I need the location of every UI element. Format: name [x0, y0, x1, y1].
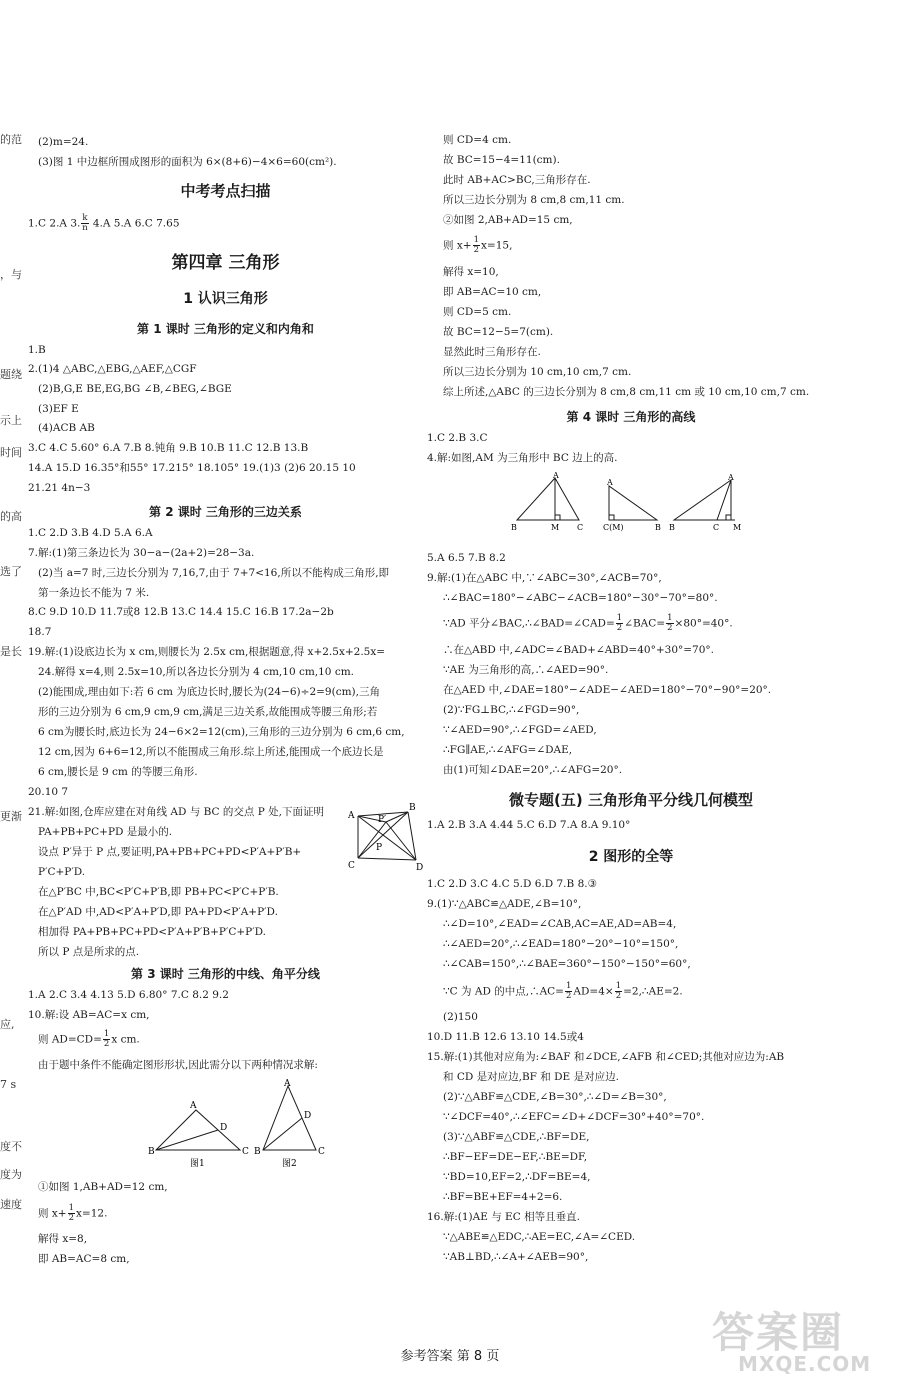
answer-line: 1.C 2.D 3.B 4.D 5.A 6.A — [28, 527, 153, 539]
edge-fragment: 时间 — [0, 446, 22, 459]
answer-line: 则 AD=CD= $\frac{1}{2}$ x cm. — [38, 1029, 140, 1049]
edge-fragment: 示上 — [0, 414, 22, 427]
fig-label: C — [242, 1147, 249, 1157]
fig-label: D — [416, 863, 424, 872]
special-topic-title: 微专题(五) 三角形角平分线几何模型 — [509, 791, 753, 809]
answer-line: 相加得 PA+PB+PC+PD<P′A+P′B+P′C+P′D. — [38, 926, 266, 938]
fig-label: P — [376, 843, 383, 853]
edge-fragment: 度不 — [0, 1140, 22, 1153]
answer-line: ∵BD=10,EF=2,∴DF=BE=4, — [443, 1171, 591, 1183]
answer-line: 故 BC=12−5=7(cm). — [443, 326, 554, 338]
answer-line: 综上所述,△ABC 的三边长分别为 8 cm,8 cm,11 cm 或 10 cm,10 cm,7 cm. — [443, 386, 810, 398]
answer-line: (4)ACB AB — [38, 422, 95, 434]
answer-line: ∴在△ABD 中,∠ADC=∠BAD+∠ABD=40°+30°=70°. — [443, 644, 714, 656]
edge-fragment: 更渐 — [0, 810, 22, 823]
answer-line: 故 BC=15−4=11(cm). — [443, 154, 560, 166]
answer-line: ∵AB⊥BD,∴∠A+∠AEB=90°, — [443, 1251, 589, 1263]
figure-altitudes — [509, 470, 829, 538]
chapter-title: 第四章 三角形 — [171, 253, 280, 273]
answer-line: 7.解:(1)第三条边长为 30−a−(2a+2)=28−3a. — [28, 547, 255, 559]
answer-line: (2)B,G,E BE,EG,BG ∠B,∠BEG,∠BGE — [38, 383, 232, 395]
answer-line: 1.A 2.C 3.4 4.13 5.D 6.80° 7.C 8.2 9.2 — [28, 989, 229, 1001]
answer-line: 解得 x=10, — [443, 266, 499, 278]
answer-line: 2.(1)4 △ABC,△EBG,△AEF,△CGF — [28, 363, 197, 375]
answer-line: 4.解:如图,AM 为三角形中 BC 边上的高. — [427, 452, 618, 464]
answer-line: 1.B — [28, 344, 46, 356]
edge-fragment: 应, — [0, 1018, 15, 1031]
fig-label: A — [728, 473, 734, 482]
answer-line: 6 cm为腰长时,底边长为 24−6×2=12(cm),三角形的三边分别为 6 cm,6 cm, — [38, 726, 405, 738]
answer-line: 此时 AB+AC>BC,三角形存在. — [443, 174, 591, 186]
fig-label: C — [577, 523, 584, 532]
answer-line: 8.C 9.D 10.D 11.7或8 12.B 13.C 14.4 15.C 16.B 17.2a−2b — [28, 606, 334, 618]
answer-line: 10.D 11.B 12.6 13.10 14.5或4 — [427, 1031, 584, 1043]
fig-label: B — [148, 1147, 155, 1157]
edge-fragment: 速度 — [0, 1198, 22, 1211]
answer-line: ∵△ABE≌△EDC,∴AE=EC,∠A=∠CED. — [443, 1231, 636, 1243]
fig-label: C — [713, 523, 720, 532]
page-footer: 参考答案 第 8 页 — [400, 1349, 500, 1364]
answer-line: 则 CD=5 cm. — [443, 306, 512, 318]
fig-label: D — [304, 1111, 312, 1121]
fig-caption: 图2 — [282, 1159, 297, 1169]
figure-triangles-1-2 — [148, 1078, 348, 1170]
answer-line: (3)EF E — [38, 403, 79, 415]
answer-line: ②如图 2,AB+AD=15 cm, — [443, 214, 573, 226]
answer-line: 即 AB=AC=10 cm, — [443, 286, 542, 298]
fig-label: C — [348, 861, 355, 871]
fig-label: A — [553, 471, 559, 480]
section-title: 2 图形的全等 — [588, 849, 674, 865]
fig-label: A — [607, 478, 613, 487]
answer-line: 所以 P 点是所求的点. — [38, 946, 140, 958]
edge-fragment: 的范 — [0, 133, 22, 146]
fig-label: M — [733, 523, 742, 532]
answer-line: ∵∠AED=90°,∴∠FGD=∠AED, — [443, 724, 597, 736]
answer-line: ∵AE 为三角形的高,∴∠AED=90°. — [443, 664, 609, 676]
answer-line: ∴∠AED=20°,∴∠EAD=180°−20°−10°=150°, — [443, 938, 679, 950]
fig-label: A — [190, 1101, 197, 1111]
fig-label: A — [348, 811, 355, 821]
fig-label: P′ — [378, 815, 387, 825]
answer-line: ∵C 为 AD 的中点,∴AC= $\frac{1}{2}$ AD=4× $\frac{1}{2}$ =2,∴AE=2. — [443, 981, 683, 1001]
answer-line: 则 x+ $\frac{1}{2}$ x=12. — [38, 1203, 108, 1223]
fig-label: C(M) — [603, 523, 624, 532]
answer-line: (2)∵FG⊥BC,∴∠FGD=90°, — [443, 704, 580, 716]
answer-line: 3.C 4.C 5.60° 6.A 7.B 8.钝角 9.B 10.B 11.C 12.B 13.B — [28, 442, 309, 454]
lesson-title: 第 2 课时 三角形的三边关系 — [149, 505, 302, 519]
answer-line: (2)能围成,理由如下:若 6 cm 为底边长时,腰长为(24−6)÷2=9(cm),三角 — [38, 686, 380, 698]
answer-line: 5.A 6.5 7.B 8.2 — [427, 552, 506, 564]
answer-line: 即 AB=AC=8 cm, — [38, 1253, 130, 1265]
watermark-url: MXQE.COM — [738, 1352, 872, 1376]
answer-line: 12 cm,因为 6+6=12,所以不能围成三角形.综上所述,能围成一个底边长是 — [38, 746, 384, 758]
lesson-title: 第 1 课时 三角形的定义和内角和 — [137, 322, 314, 336]
answer-line: 则 x+ $\frac{1}{2}$ x=15, — [443, 235, 513, 255]
answer-line: 24.解得 x=4,则 2.5x=10,所以各边长分别为 4 cm,10 cm,10 cm. — [38, 666, 355, 678]
answer-line: 形的三边分别为 6 cm,9 cm,9 cm,满足三边关系,故能围成等腰三角形;若 — [38, 706, 378, 718]
answer-line: 1.A 2.B 3.A 4.44 5.C 6.D 7.A 8.A 9.10° — [427, 819, 631, 831]
answer-line: 由于题中条件不能确定图形形状,因此需分以下两种情况求解: — [38, 1059, 318, 1071]
answer-line: PA+PB+PC+PD 是最小的. — [38, 826, 173, 838]
answer-line: 16.解:(1)AE 与 EC 相等且垂直. — [427, 1211, 580, 1223]
answer-line: 所以三边长分别为 8 cm,8 cm,11 cm. — [443, 194, 625, 206]
answer-line: 15.解:(1)其他对应角为:∠BAF 和∠DCE,∠AFB 和∠CED;其他对应边为:AB — [427, 1051, 785, 1063]
section-title: 1 认识三角形 — [183, 291, 268, 307]
lesson-title: 第 4 课时 三角形的高线 — [566, 410, 696, 424]
fig-label: B — [511, 523, 517, 532]
answer-line: ∵∠DCF=40°,∴∠EFC=∠D+∠DCF=30°+40°=70°. — [443, 1111, 705, 1123]
answer-line: ∴BF=BE+EF=4+2=6. — [443, 1191, 563, 1203]
answer-line: ∴∠BAC=180°−∠ABC−∠ACB=180°−30°−70°=80°. — [443, 592, 718, 604]
answer-line: 19.解:(1)设底边长为 x cm,则腰长为 2.5x cm,根据题意,得 x+2.5x+2.5x= — [28, 646, 386, 658]
answer-line: 由(1)可知∠DAE=20°,∴∠AFG=20°. — [443, 764, 623, 776]
fig-label: B — [254, 1147, 261, 1157]
answer-line: ①如图 1,AB+AD=12 cm, — [38, 1181, 168, 1193]
answer-line: 在△AED 中,∠DAE=180°−∠ADE−∠AED=180°−70°−90°=20°. — [443, 684, 772, 696]
fig-label: B — [655, 523, 661, 532]
lesson-title: 第 3 课时 三角形的中线、角平分线 — [131, 967, 320, 981]
edge-fragment: 的高 — [0, 510, 22, 523]
fig-label: B — [669, 523, 675, 532]
answer-line: ∴∠CAB=150°,∴∠BAE=360°−150°−150°=60°, — [443, 958, 691, 970]
answer-line: 18.7 — [28, 626, 52, 638]
answer-line: 6 cm,腰长是 9 cm 的等腰三角形. — [38, 766, 198, 778]
answer-line: 在△P′AD 中,AD<P′A+P′D,即 PA+PD<P′A+P′D. — [38, 906, 278, 918]
answer-line: 和 CD 是对应边,BF 和 DE 是对应边. — [443, 1071, 619, 1083]
answer-line: (3)∵△ABF≌△CDE,∴BF=DE, — [443, 1131, 590, 1143]
fig-label: D — [220, 1123, 228, 1133]
fig-caption: 图1 — [190, 1159, 205, 1169]
edge-fragment: 度为 — [0, 1168, 22, 1181]
answer-line: 所以三边长分别为 10 cm,10 cm,7 cm. — [443, 366, 632, 378]
heading-zhongkao: 中考考点扫描 — [180, 182, 271, 200]
answer-line: 20.10 7 — [28, 786, 69, 798]
answer-line: (2)∵△ABF≌△CDE,∠B=30°,∴∠D=∠B=30°, — [443, 1091, 667, 1103]
answer-line: 解得 x=8, — [38, 1233, 88, 1245]
answer-line: 21.解:如图,仓库应建在对角线 AD 与 BC 的交点 P 处,下面证明 — [28, 806, 324, 818]
figure-quadrilateral — [346, 800, 426, 872]
answer-line: (2)150 — [443, 1011, 478, 1023]
answer-line: P′C+P′D. — [38, 866, 86, 878]
answer-line: 显然此时三角形存在. — [443, 346, 541, 358]
answer-line: 1.C 2.A 3. $\frac{k}{n}$ 4.A 5.A 6.C 7.65 — [28, 213, 180, 233]
answer-line: ∵AD 平分∠BAC,∴∠BAD=∠CAD= $\frac{1}{2}$ ∠BAC= $\frac{1}{2}$ ×80°=40°. — [443, 613, 733, 633]
edge-fragment: ，与 — [0, 268, 22, 281]
answer-line: 第一条边长不能为 7 米. — [38, 587, 150, 599]
answer-line: 14.A 15.D 16.35°和55° 17.215° 18.105° 19.(1)3 (2)6 20.15 10 — [28, 462, 356, 474]
fig-label: M — [551, 523, 560, 532]
answer-line: 1.C 2.D 3.C 4.C 5.D 6.D 7.B 8.③ — [427, 878, 597, 890]
answer-line: 1.C 2.B 3.C — [427, 432, 488, 444]
edge-fragment: 选了 — [0, 565, 22, 578]
answer-line: 设点 P′异于 P 点,要证明,PA+PB+PC+PD<P′A+P′B+ — [38, 846, 302, 858]
fig-label: C — [318, 1147, 325, 1157]
watermark-logo: 答案圈 — [712, 1308, 845, 1357]
answer-line: 则 CD=4 cm. — [443, 134, 512, 146]
fig-label: B — [409, 803, 416, 813]
answer-line: 21.21 4n−3 — [28, 482, 91, 494]
answer-line: ∴∠D=10°,∠EAD=∠CAB,AC=AE,AD=AB=4, — [443, 918, 677, 930]
text-line: (2)m=24. — [38, 136, 89, 148]
answer-line: (2)当 a=7 时,三边长分别为 7,16,7,由于 7+7<16,所以不能构成三角形,即 — [38, 567, 390, 579]
edge-fragment: 7 s — [0, 1078, 17, 1091]
answer-line: 在△P′BC 中,BC<P′C+P′B,即 PB+PC<P′C+P′B. — [38, 886, 279, 898]
fig-label: A — [284, 1079, 291, 1089]
text-line: (3)图 1 中边框所围成图形的面积为 6×(8+6)−4×6=60(cm²). — [38, 156, 337, 168]
edge-fragment: 题绕 — [0, 368, 22, 381]
answer-line: 9.解:(1)在△ABC 中,∵∠ABC=30°,∠ACB=70°, — [427, 572, 662, 584]
edge-fragment: 是长 — [0, 645, 22, 658]
answer-line: ∴BF−EF=DE−EF,∴BE=DF, — [443, 1151, 588, 1163]
answer-line: 9.(1)∵△ABC≌△ADE,∠B=10°, — [427, 898, 582, 910]
answer-line: ∴FG∥AE,∴∠AFG=∠DAE, — [443, 744, 573, 756]
answer-line: 10.解:设 AB=AC=x cm, — [28, 1009, 150, 1021]
